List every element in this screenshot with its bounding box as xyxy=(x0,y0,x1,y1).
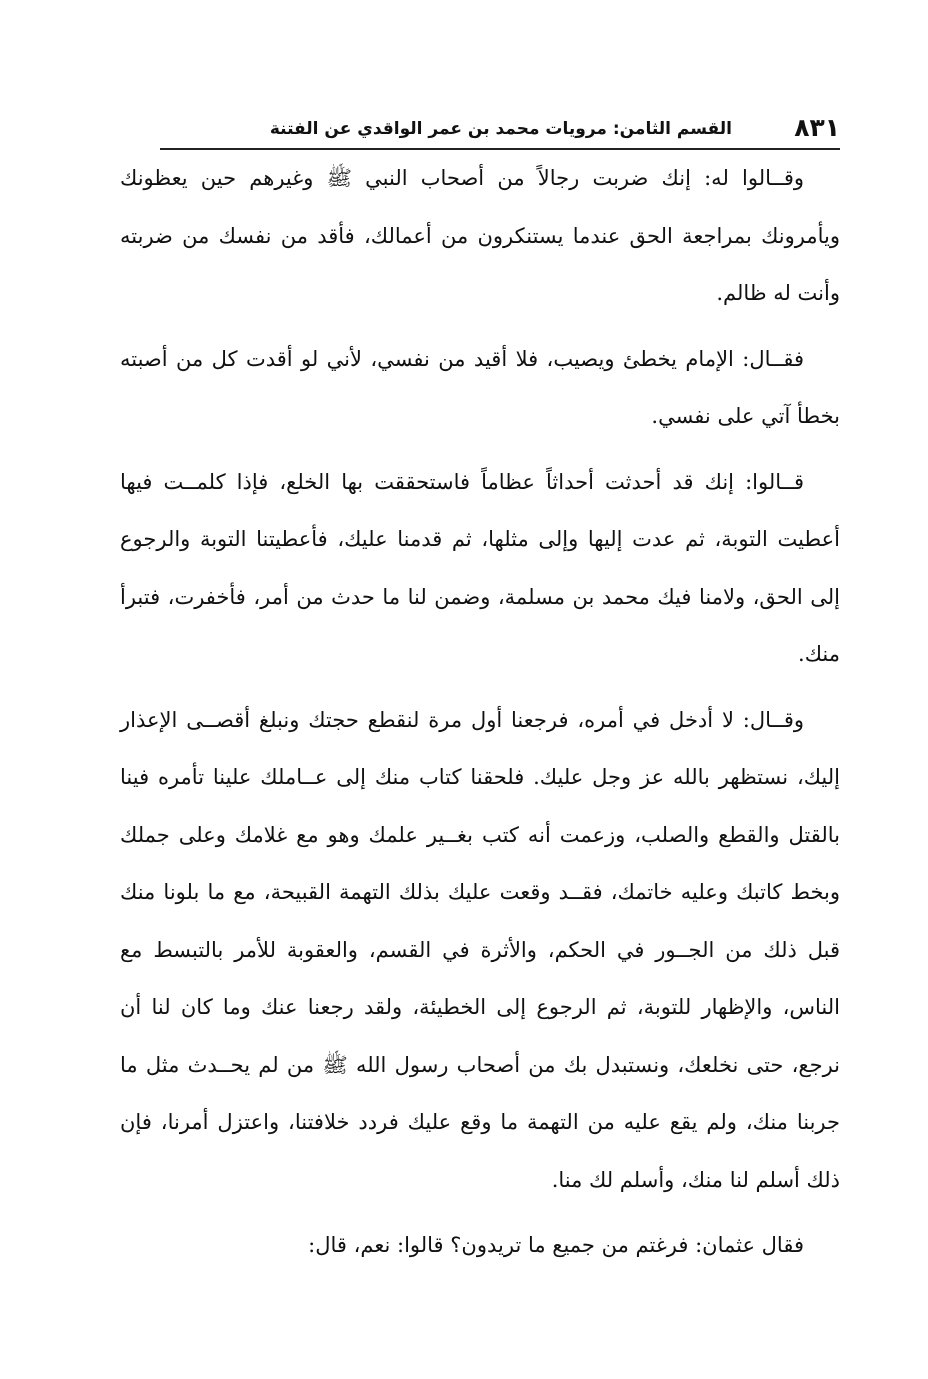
page-header xyxy=(160,112,840,150)
paragraph: وقــال: لا أدخل في أمره، فرجعنا أول مرة لنقطع حجتك ونبلغ أقصــى الإعذار إليك، نستظهر بالله عز وجل عليك. فلحقنا كتاب منك إلى عــاملك علينا تأمره فينا بالقتل والقطع والصلب، وزعمت أنه كتب بغــير علمك وهو مع غلامك وعلى جملك وبخط كاتبك وعليه خاتمك، فقــد وقعت عليك بذلك التهمة القبيحة، مع ما بلونا منك قبل ذلك من الجــور في الحكم، والأثرة في القسم، والعقوبة للأمر بالتبسط مع الناس، والإظهار للتوبة، ثم الرجوع إلى الخطيئة، ولقد رجعنا عنك وما كان لنا أن نرجع، حتى نخلعك، ونستبدل بك من أصحاب رسول الله ﷺ من لم يحــدث مثل ما جربنا منك، ولم يقع عليه من التهمة ما وقع عليك فردد خلافتنا، واعتزل أمرنا، فإن ذلك أسلم لنا منك، وأسلم لك منا. xyxy=(120,707,840,1192)
paragraph: فقال عثمان: فرغتم من جميع ما تريدون؟ قالوا: نعم، قال: xyxy=(308,1233,804,1257)
running-title: القسم الثامن: مرويات محمد بن عمر الواقدي عن الفتنة xyxy=(269,119,732,139)
body-text xyxy=(120,150,840,1275)
paragraph: فقــال: الإمام يخطئ ويصيب، فلا أقيد من نفسي، لأني لو أقدت كل من أصبته بخطأ آتي على نفسي. xyxy=(120,346,840,428)
paragraph: قــالوا: إنك قد أحدثت أحداثاً عظاماً فاستحققت بها الخلع، فإذا كلمــت فيها أعطيت التوبة، ثم عدت إليها وإلى مثلها، ثم قدمنا عليك، فأعطيتنا التوبة والرجوع إلى الحق، ولامنا فيك محمد بن مسلمة، وضمن لنا ما حدث من أمر، فأخفرت، فتبرأ منك. xyxy=(120,469,840,666)
page-number: ٨٣١ xyxy=(794,113,840,142)
paragraph: وقــالوا له: إنك ضربت رجالاً من أصحاب النبي ﷺ وغيرهم حين يعظونك ويأمرونك بمراجعة الحق عندما يستنكرون من أعمالك، فأقد من نفسك من ضربته وأنت له ظالم. xyxy=(120,166,840,305)
